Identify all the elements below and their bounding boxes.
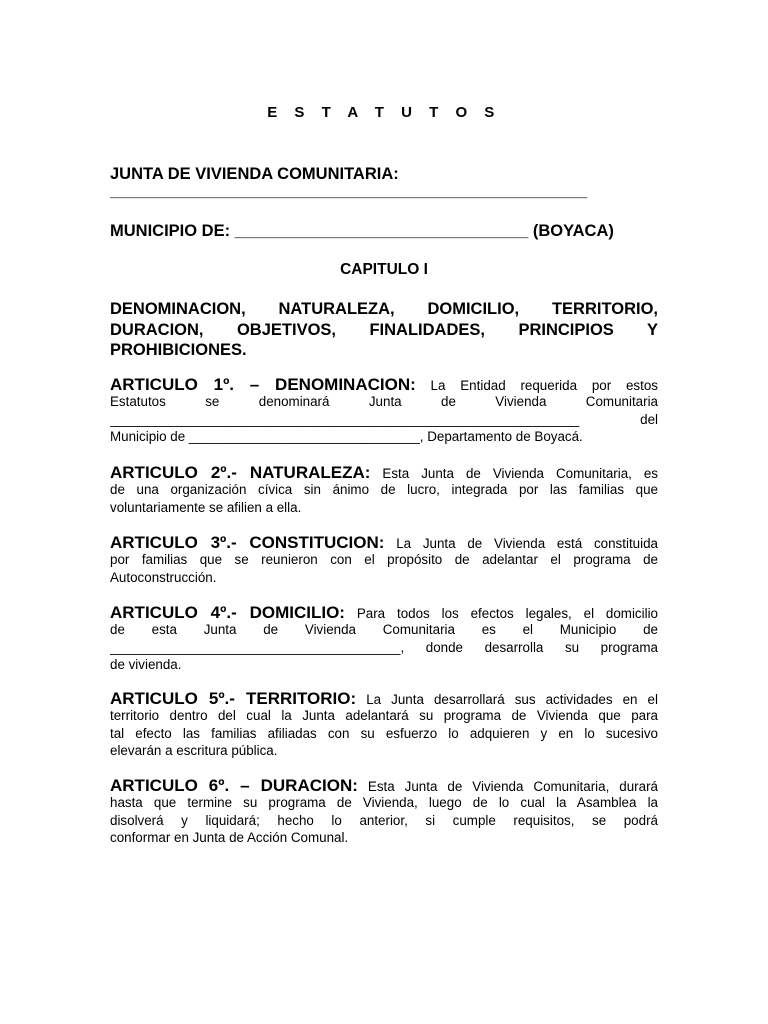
article-line: de vivienda. [110, 656, 182, 672]
article-text: La Entidad requerida por estos [415, 378, 658, 393]
article-line [110, 376, 658, 393]
article-line: hasta que termine su programa de Vivienda, luego de lo cual la Asamblea la [110, 795, 658, 811]
article-line: voluntariamente se afilien a ella. [110, 499, 302, 515]
article-line [110, 777, 658, 794]
junta-name-blank: ____________________________________________________ [110, 182, 588, 200]
article-line: _______________________________________, donde desarrolla su programa [110, 639, 658, 655]
article-line: Autoconstrucción. [110, 569, 217, 585]
municipio-line: MUNICIPIO DE: ________________________________ (BOYACA) [110, 222, 614, 240]
article-label: ARTICULO 5º.- TERRITORIO: [110, 690, 357, 708]
article-line: conformar en Junta de Acción Comunal. [110, 829, 349, 845]
article-text: Para todos los efectos legales, el domicilio [344, 606, 658, 621]
article-text: La Junta desarrollará sus actividades en el [356, 692, 658, 707]
article-line: por familias que se reunieron con el propósito de adelantar el programa de [110, 552, 658, 568]
section-heading: DENOMINACION, NATURALEZA, DOMICILIO, TERRITORIO, DURACION, OBJETIVOS, FINALIDADES, PRINCIPIOS Y PROHIBICIONES. [110, 300, 658, 359]
article-label: ARTICULO 4º.- DOMICILIO: [110, 604, 345, 622]
article-line: disolverá y liquidará; hecho lo anterior, si cumple requisitos, se podrá [110, 812, 658, 828]
article-6 [110, 777, 658, 846]
article-line: Estatutos se denominará Junta de Vivienda Comunitaria [110, 394, 658, 410]
article-line: tal efecto las familias afiliadas con su esfuerzo lo adquieren y en lo sucesivo [110, 725, 658, 741]
article-label: ARTICULO 6º. – DURACION: [110, 777, 358, 795]
article-label: ARTICULO 2º.- NATURALEZA: [110, 464, 371, 482]
chapter-heading: CAPITULO I [340, 261, 428, 278]
article-2 [110, 464, 658, 516]
article-line: territorio dentro del cual la Junta adelantará su programa de Vivienda que para [110, 708, 658, 724]
document-title: E S T A T U T O S [267, 104, 501, 121]
article-4 [110, 604, 658, 673]
junta-label: JUNTA DE VIVIENDA COMUNITARIA: [110, 165, 399, 183]
article-3 [110, 534, 658, 586]
article-line: de una organización cívica sin ánimo de lucro, integrada por las familias que [110, 482, 658, 498]
article-5 [110, 690, 658, 759]
article-text: Esta Junta de Vivienda Comunitaria, es [370, 466, 658, 481]
article-line [110, 464, 658, 481]
article-line [110, 604, 658, 621]
article-text: Esta Junta de Vivienda Comunitaria, durará [357, 779, 658, 794]
article-label: ARTICULO 3º.- CONSTITUCION: [110, 534, 385, 552]
article-line: elevarán a escritura pública. [110, 742, 278, 758]
article-line [110, 690, 658, 707]
article-line [110, 534, 658, 551]
article-line: Municipio de _______________________________, Departamento de Boyacá. [110, 428, 583, 444]
article-1 [110, 376, 658, 445]
article-label: ARTICULO 1º. – DENOMINACION: [110, 376, 416, 394]
article-line: _______________________________________________________________ del [110, 411, 658, 427]
article-text: La Junta de Vivienda está constituida [384, 536, 658, 551]
article-line: de esta Junta de Vivienda Comunitaria es el Municipio de [110, 622, 658, 638]
